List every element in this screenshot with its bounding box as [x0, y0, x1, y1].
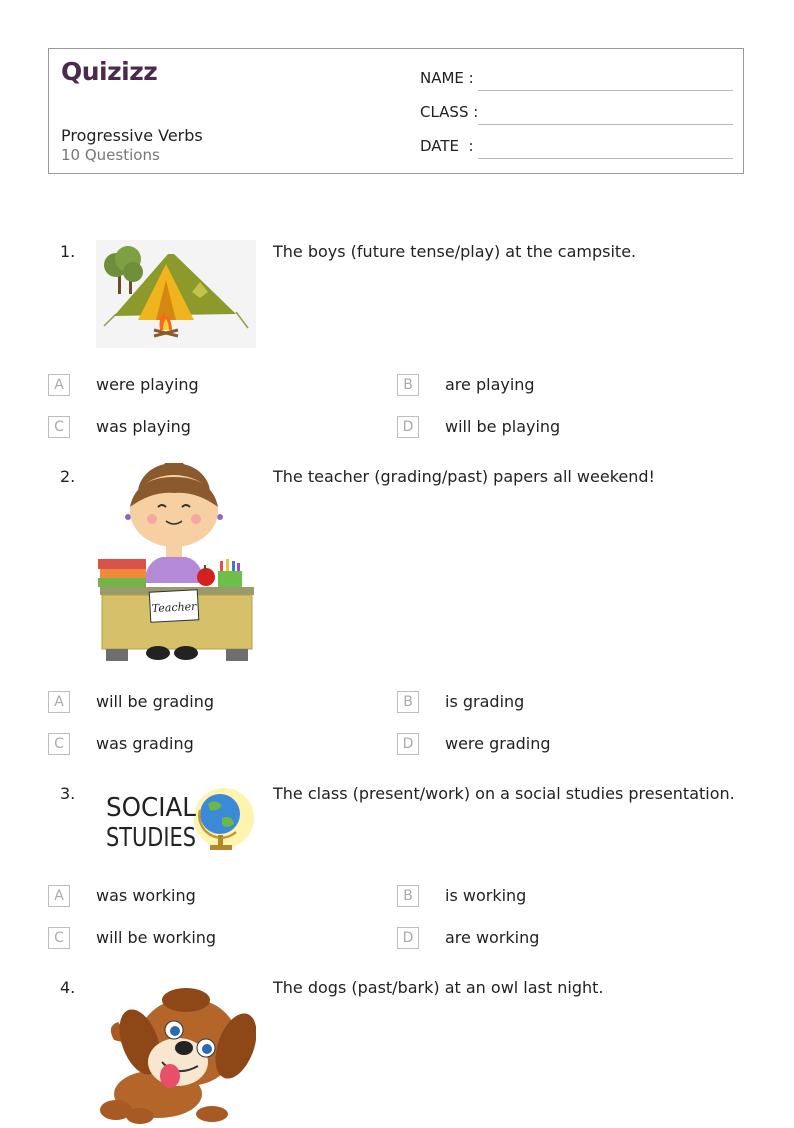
studies-word: STUDIES: [106, 823, 196, 853]
question-text: The teacher (grading/past) papers all weekend!: [273, 467, 655, 486]
option-text: is grading: [445, 692, 525, 711]
question-text: The class (present/work) on a social studies presentation.: [273, 784, 735, 803]
option-letter-box: D: [397, 416, 419, 438]
date-field[interactable]: [420, 135, 733, 159]
option-letter-box: C: [48, 927, 70, 949]
worksheet-header: [48, 48, 744, 174]
name-line: [478, 90, 733, 91]
date-label: DATE :: [420, 137, 474, 155]
question-number: 3.: [60, 784, 76, 803]
option-text: was playing: [96, 417, 191, 436]
question-number: 1.: [60, 242, 76, 261]
social-studies-globe-image: [96, 780, 256, 860]
option-letter-box: D: [397, 733, 419, 755]
option-letter-box: A: [48, 374, 70, 396]
question-number: 4.: [60, 978, 76, 997]
teacher-at-desk-image: [96, 463, 256, 663]
option-text: is working: [445, 886, 527, 905]
option-text: were playing: [96, 375, 199, 394]
option-letter-box: A: [48, 691, 70, 713]
option-letter-box: C: [48, 416, 70, 438]
option-letter-box: B: [397, 374, 419, 396]
option-letter-box: C: [48, 733, 70, 755]
name-field[interactable]: [420, 67, 733, 91]
option-text: was working: [96, 886, 196, 905]
class-label: CLASS :: [420, 103, 479, 121]
question-text: The boys (future tense/play) at the campsite.: [273, 242, 637, 261]
option-text: will be playing: [445, 417, 561, 436]
class-field[interactable]: [420, 101, 733, 125]
question-text: The dogs (past/bark) at an owl last night.: [273, 978, 604, 997]
option-text: will be working: [96, 928, 217, 947]
name-label: NAME :: [420, 69, 474, 87]
teacher-sign-text: Teacher: [151, 599, 197, 616]
option-text: were grading: [445, 734, 551, 753]
option-letter-box: D: [397, 927, 419, 949]
option-text: will be grading: [96, 692, 215, 711]
date-line: [478, 158, 733, 159]
quizizz-logo: Quizizz: [61, 57, 158, 86]
puppy-image: [96, 982, 256, 1124]
option-letter-box: B: [397, 691, 419, 713]
question-number: 2.: [60, 467, 76, 486]
class-line: [478, 124, 733, 125]
option-letter-box: A: [48, 885, 70, 907]
option-text: was grading: [96, 734, 194, 753]
option-text: are working: [445, 928, 540, 947]
option-text: are playing: [445, 375, 535, 394]
worksheet-title: Progressive Verbs: [61, 126, 203, 145]
option-letter-box: B: [397, 885, 419, 907]
social-word: SOCIAL: [106, 793, 197, 823]
question-count: 10 Questions: [61, 146, 160, 164]
campsite-tent-image: [96, 240, 256, 348]
